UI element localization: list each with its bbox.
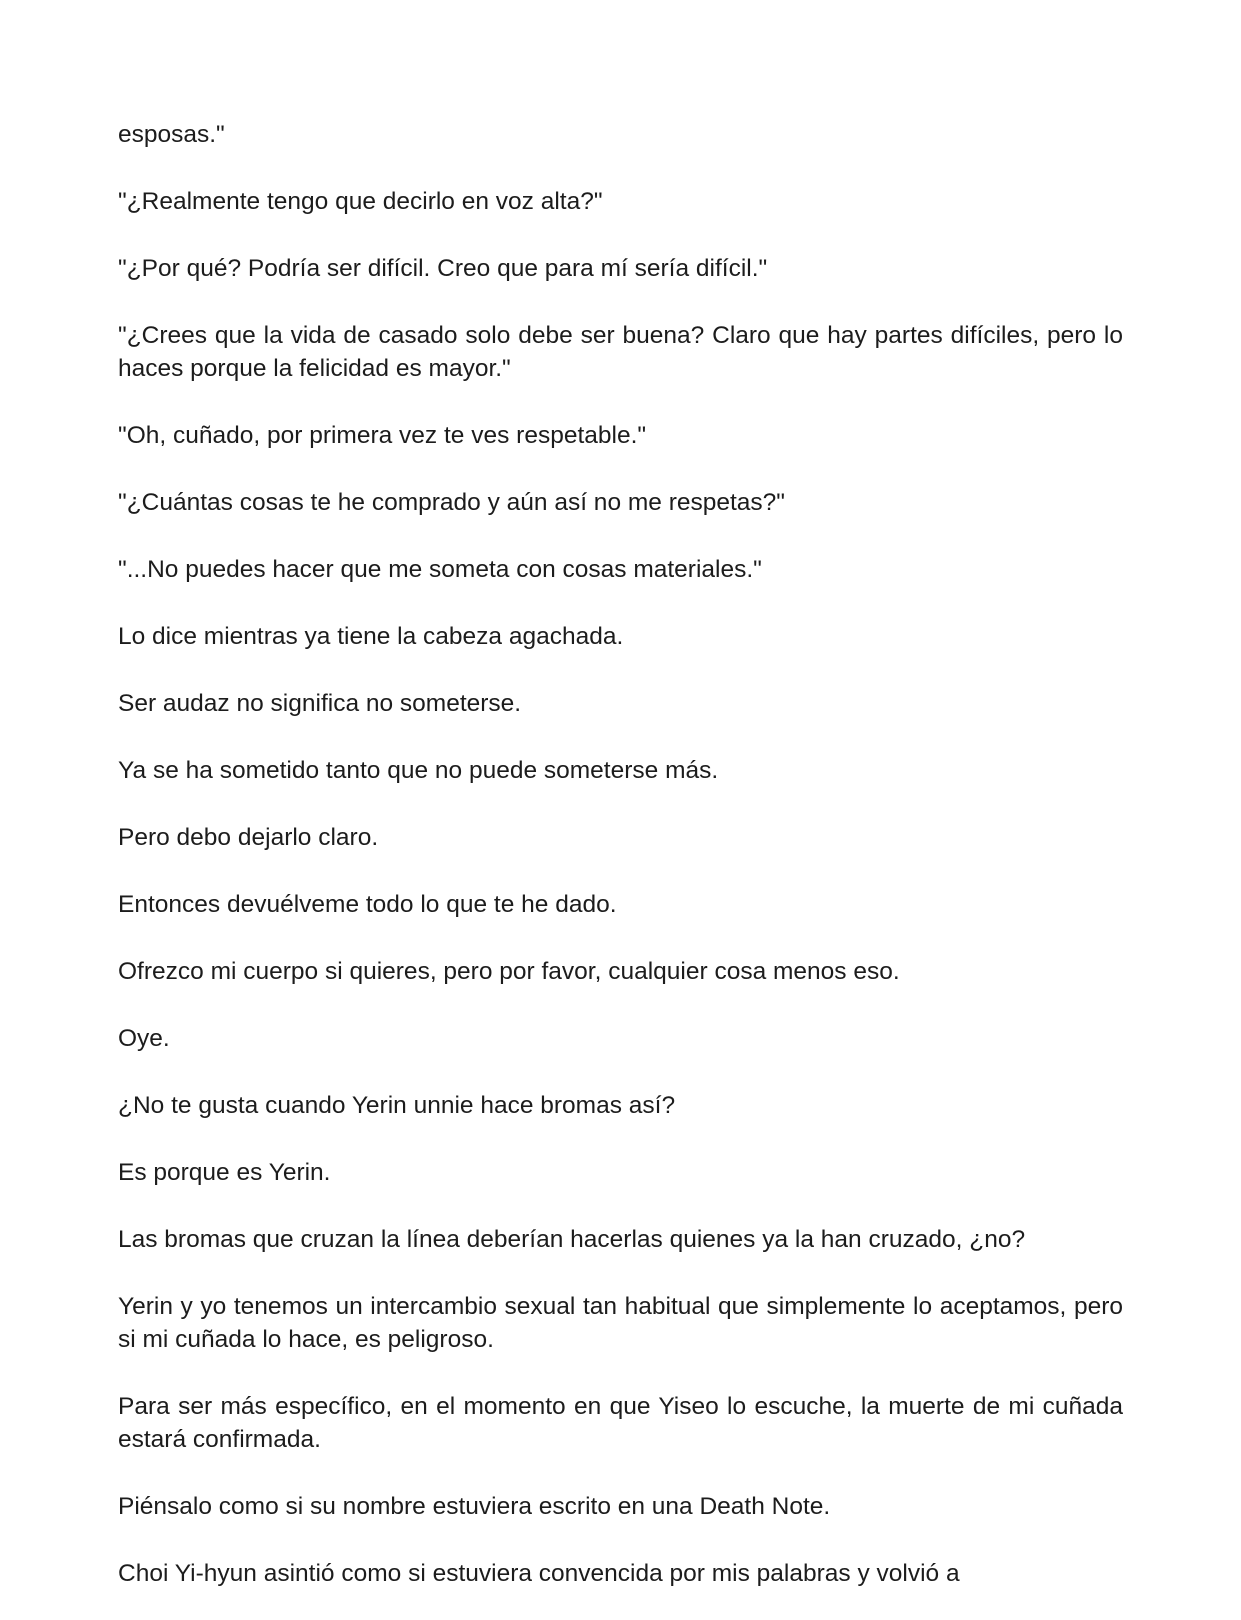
- paragraph: "...No puedes hacer que me someta con cosas materiales.": [118, 556, 762, 583]
- paragraph: ¿No te gusta cuando Yerin unnie hace bromas así?: [118, 1092, 676, 1119]
- paragraph: Oye.: [118, 1025, 170, 1052]
- paragraph: Para ser más específico, en el momento en que Yiseo lo escuche, la muerte de mi cuñada estará confirmada.: [118, 1393, 1123, 1453]
- document-body: [118, 118, 1123, 1590]
- paragraph: esposas.": [118, 121, 225, 148]
- paragraph: Piénsalo como si su nombre estuviera escrito en una Death Note.: [118, 1493, 831, 1520]
- paragraph: Choi Yi-hyun asintió como si estuviera convencida por mis palabras y volvió a: [118, 1560, 960, 1587]
- paragraph: Ofrezco mi cuerpo si quieres, pero por favor, cualquier cosa menos eso.: [118, 958, 900, 985]
- paragraph: Lo dice mientras ya tiene la cabeza agachada.: [118, 623, 624, 650]
- paragraph: "¿Cuántas cosas te he comprado y aún así no me respetas?": [118, 489, 786, 516]
- paragraph: "¿Realmente tengo que decirlo en voz alta?": [118, 188, 603, 215]
- paragraph: Entonces devuélveme todo lo que te he dado.: [118, 891, 617, 918]
- paragraph: Es porque es Yerin.: [118, 1159, 331, 1186]
- paragraph: Yerin y yo tenemos un intercambio sexual tan habitual que simplemente lo aceptamos, pero si mi cuñada lo hace, es peligroso.: [118, 1293, 1123, 1353]
- paragraph: "Oh, cuñado, por primera vez te ves respetable.": [118, 422, 647, 449]
- paragraph: Las bromas que cruzan la línea deberían hacerlas quienes ya la han cruzado, ¿no?: [118, 1226, 1026, 1253]
- paragraph: Ser audaz no significa no someterse.: [118, 690, 522, 717]
- paragraph: "¿Por qué? Podría ser difícil. Creo que para mí sería difícil.": [118, 255, 768, 282]
- paragraph: Ya se ha sometido tanto que no puede someterse más.: [118, 757, 719, 784]
- paragraph: Pero debo dejarlo claro.: [118, 824, 379, 851]
- paragraph: "¿Crees que la vida de casado solo debe ser buena? Claro que hay partes difíciles, pero lo haces porque la felicidad es mayor.": [118, 322, 1123, 382]
